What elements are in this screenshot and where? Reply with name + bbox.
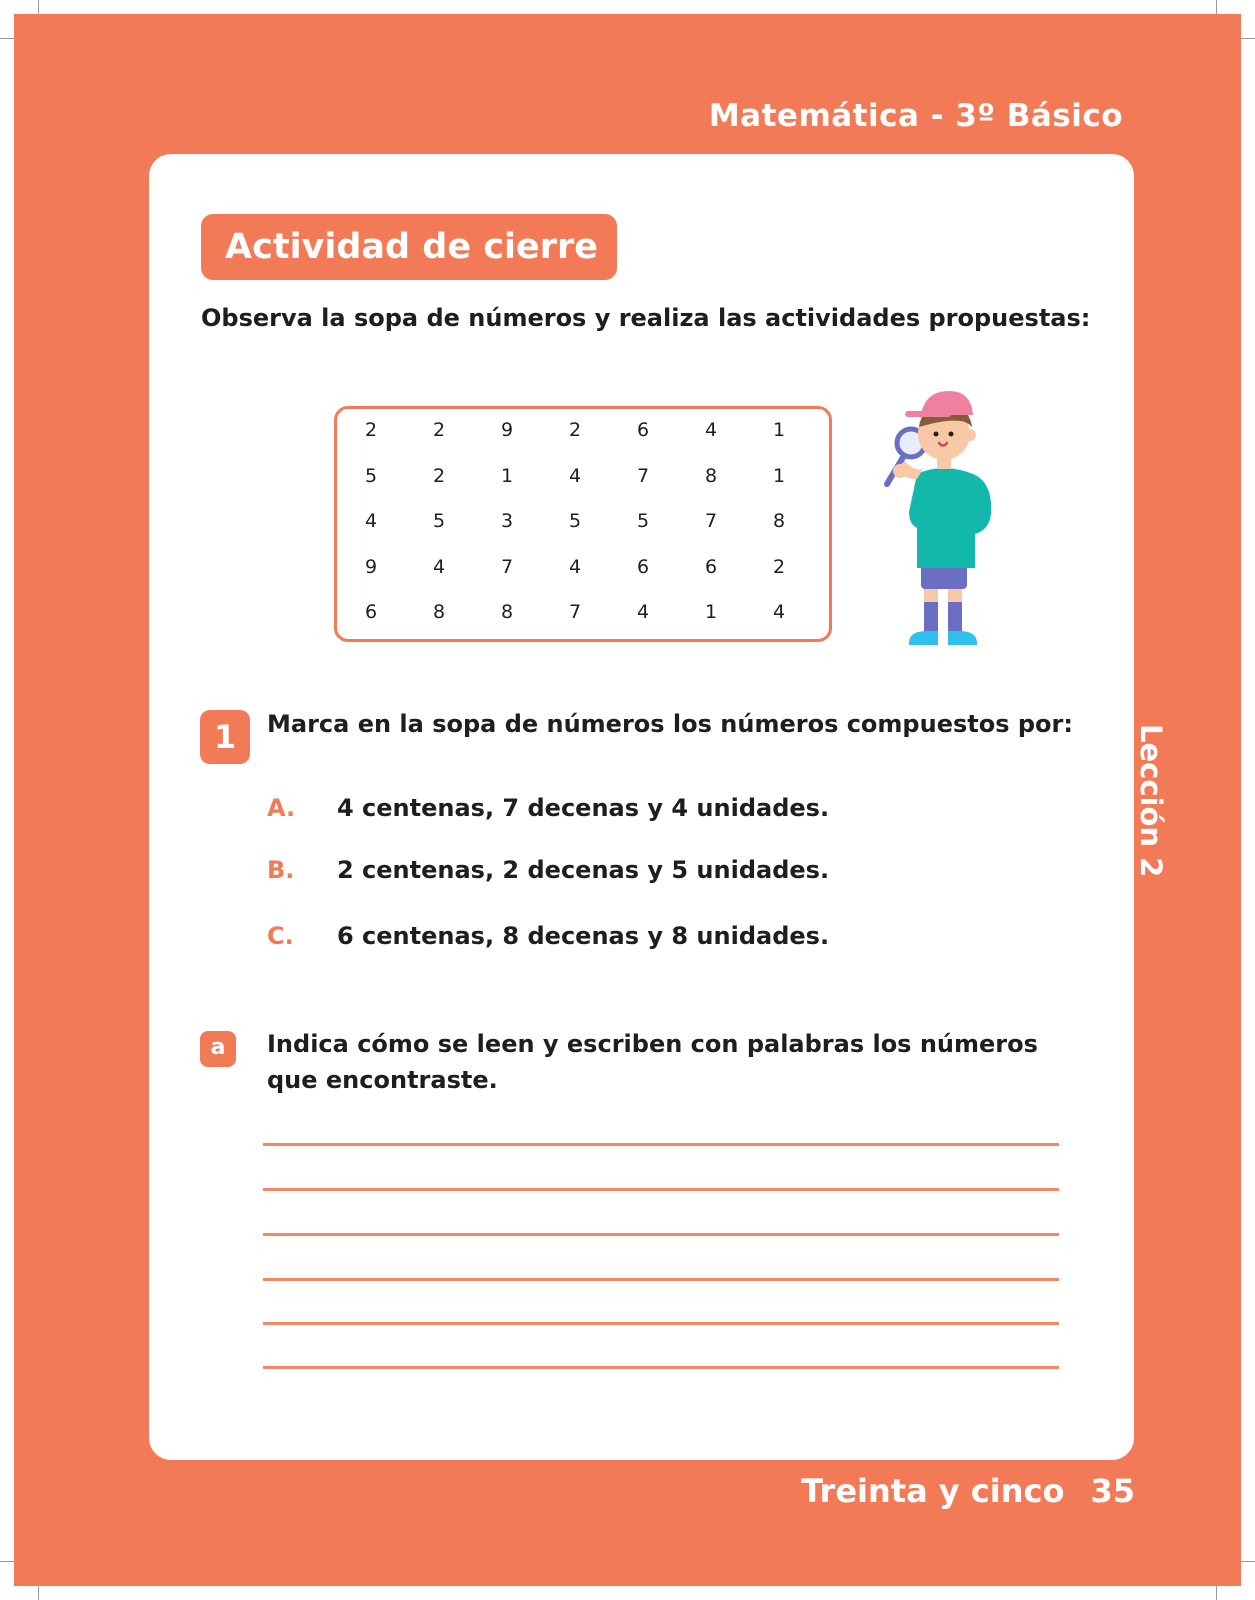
grid-cell[interactable]: 5: [568, 510, 582, 532]
page-footer: [801, 1472, 1135, 1510]
number-search-grid[interactable]: [334, 406, 832, 642]
grid-cell[interactable]: 6: [636, 555, 650, 578]
grid-cell[interactable]: 8: [432, 601, 446, 623]
grid-row: [337, 597, 829, 627]
grid-cell[interactable]: 4: [772, 601, 786, 623]
option-letter: C.: [267, 922, 294, 950]
content-card: [149, 154, 1134, 1460]
answer-line[interactable]: [263, 1233, 1059, 1236]
grid-cell[interactable]: 7: [636, 464, 650, 487]
activity-title: Actividad de cierre: [201, 214, 617, 280]
grid-cell[interactable]: 8: [500, 601, 514, 623]
grid-cell[interactable]: 7: [500, 555, 514, 578]
grid-cell[interactable]: 2: [772, 555, 786, 578]
question-a-line1: Indica cómo se leen y escriben con palabras los números: [267, 1030, 1038, 1058]
grid-cell[interactable]: 4: [432, 555, 446, 578]
grid-cell[interactable]: 3: [500, 510, 514, 532]
grid-cell[interactable]: 4: [636, 601, 650, 623]
grid-cell[interactable]: 6: [364, 601, 378, 623]
option-text: 6 centenas, 8 decenas y 8 unidades.: [337, 922, 830, 950]
grid-cell[interactable]: 4: [704, 419, 718, 441]
grid-cell[interactable]: 5: [432, 510, 446, 532]
grid-cell[interactable]: 6: [636, 419, 650, 441]
grid-cell[interactable]: 4: [364, 510, 378, 532]
option-b: [267, 856, 829, 884]
answer-line[interactable]: [263, 1278, 1059, 1281]
grid-cell[interactable]: 2: [364, 419, 378, 441]
answer-line[interactable]: [263, 1188, 1059, 1191]
answer-line[interactable]: [263, 1143, 1059, 1146]
grid-cell[interactable]: 4: [568, 555, 582, 578]
option-letter: B.: [267, 856, 295, 884]
grid-cell[interactable]: 6: [704, 555, 718, 578]
grid-row: [337, 552, 829, 582]
question-a-line2: que encontraste.: [267, 1066, 498, 1094]
grid-cell[interactable]: 8: [772, 510, 786, 532]
subject-title: Matemática - 3º Básico: [708, 98, 1123, 134]
grid-cell[interactable]: 2: [568, 419, 582, 441]
grid-cell[interactable]: 1: [772, 419, 786, 441]
grid-cell[interactable]: 7: [568, 601, 582, 623]
grid-row: [337, 461, 829, 491]
grid-cell[interactable]: 1: [500, 464, 514, 487]
grid-cell[interactable]: 9: [500, 419, 514, 441]
option-a: [267, 794, 829, 822]
grid-cell[interactable]: 1: [704, 601, 718, 623]
option-c: [267, 922, 829, 950]
answer-line[interactable]: [263, 1366, 1059, 1369]
grid-cell[interactable]: 9: [364, 555, 378, 578]
question-number-badge: 1: [200, 710, 250, 764]
grid-cell[interactable]: 8: [704, 464, 718, 487]
option-text: 4 centenas, 7 decenas y 4 unidades.: [337, 794, 830, 822]
grid-cell[interactable]: 5: [636, 510, 650, 532]
grid-row: [337, 415, 829, 445]
grid-cell[interactable]: 1: [772, 464, 786, 487]
page-number-words: Treinta y cinco: [801, 1472, 1065, 1510]
grid-cell[interactable]: 5: [364, 464, 378, 487]
question-1-text: Marca en la sopa de números los números compuestos por:: [267, 710, 1073, 738]
grid-cell[interactable]: 4: [568, 464, 582, 487]
option-text: 2 centenas, 2 decenas y 5 unidades.: [337, 856, 830, 884]
option-letter: A.: [267, 794, 296, 822]
grid-cell[interactable]: 2: [432, 464, 446, 487]
answer-line[interactable]: [263, 1322, 1059, 1325]
grid-row: [337, 506, 829, 536]
kid-with-magnifier-illustration: [869, 379, 1009, 659]
page-number: 35: [1090, 1472, 1135, 1510]
instructions: Observa la sopa de números y realiza las actividades propuestas:: [201, 304, 1091, 332]
grid-cell[interactable]: 7: [704, 510, 718, 532]
subquestion-badge: a: [200, 1031, 236, 1067]
question-a-text: [267, 1026, 1067, 1098]
grid-cell[interactable]: 2: [432, 419, 446, 441]
lesson-tab: Lección 2: [1134, 724, 1168, 878]
